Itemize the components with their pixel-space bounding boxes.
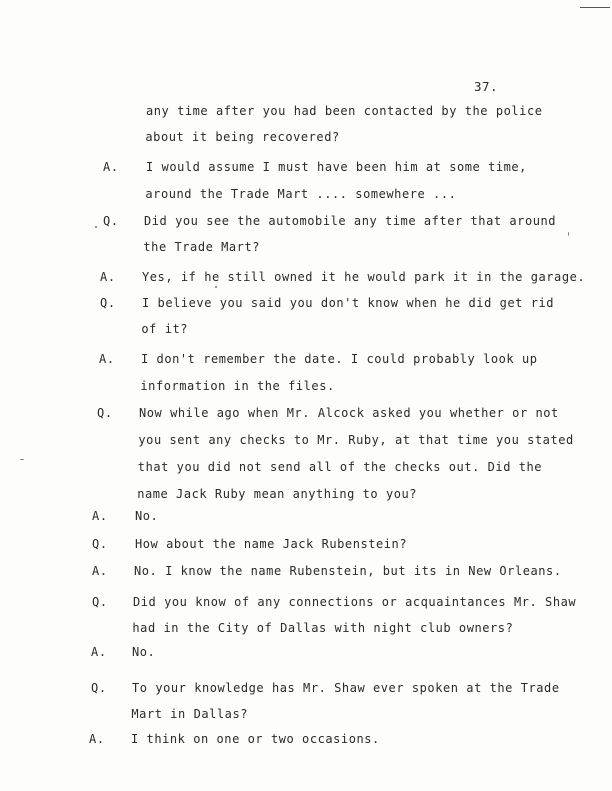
speaker-label: A. [99,352,115,366]
speaker-label: A. [92,564,108,578]
testimony-line: Now while ago when Mr. Alcock asked you whether or not [139,406,559,420]
testimony-line: No. [135,509,159,523]
testimony-line: of it? [141,322,189,336]
testimony-line: around the Trade Mart .... somewhere ... [145,187,457,201]
testimony-line: I would assume I must have been him at some time, [146,160,527,174]
testimony-line: How about the name Jack Rubenstein? [135,537,408,551]
testimony-line: No. [132,645,156,659]
speaker-label: A. [103,160,119,174]
scan-speck [95,226,97,228]
testimony-line: Did you know of any connections or acquaintances Mr. Shaw [133,595,577,609]
testimony-line: you sent any checks to Mr. Ruby, at that time you stated [138,433,574,447]
testimony-line: that you did not send all of the checks out. Did the [137,460,543,474]
speaker-label: Q. [92,595,108,609]
corner-mark [580,7,610,8]
testimony-line: I believe you said you don't know when he did get rid [142,296,555,310]
testimony-line: name Jack Ruby mean anything to you? [137,487,418,501]
speaker-label: Q. [103,214,119,228]
testimony-line: had in the City of Dallas with night club owners? [132,621,514,635]
speaker-label: A. [89,732,105,746]
testimony-line: Yes, if he still owned it he would park it in the garage. [142,270,586,284]
speaker-label: Q. [97,406,113,420]
page-number: 37. [474,79,499,94]
speaker-label: Q. [92,537,108,551]
scan-speck [20,459,24,460]
testimony-line: Did you see the automobile any time after that around [144,214,557,228]
testimony-line: the Trade Mart? [143,240,261,254]
testimony-line: To your knowledge has Mr. Shaw ever spoken at the Trade [132,681,560,695]
scan-speck [568,232,569,236]
testimony-line: Mart in Dallas? [131,707,249,721]
speaker-label: A. [92,509,108,523]
speaker-label: A. [91,645,107,659]
speaker-label: A. [100,270,116,284]
testimony-line: I think on one or two occasions. [131,732,380,746]
testimony-line: information in the files. [140,379,335,393]
speaker-label: Q. [100,296,116,310]
testimony-line: about it being recovered? [145,130,340,144]
scan-speck [215,286,217,288]
testimony-line: any time after you had been contacted by the police [146,104,543,118]
testimony-line: I don't remember the date. I could probably look up [141,352,538,366]
testimony-line: No. I know the name Rubenstein, but its in New Orleans. [134,564,562,578]
speaker-label: Q. [91,681,107,695]
